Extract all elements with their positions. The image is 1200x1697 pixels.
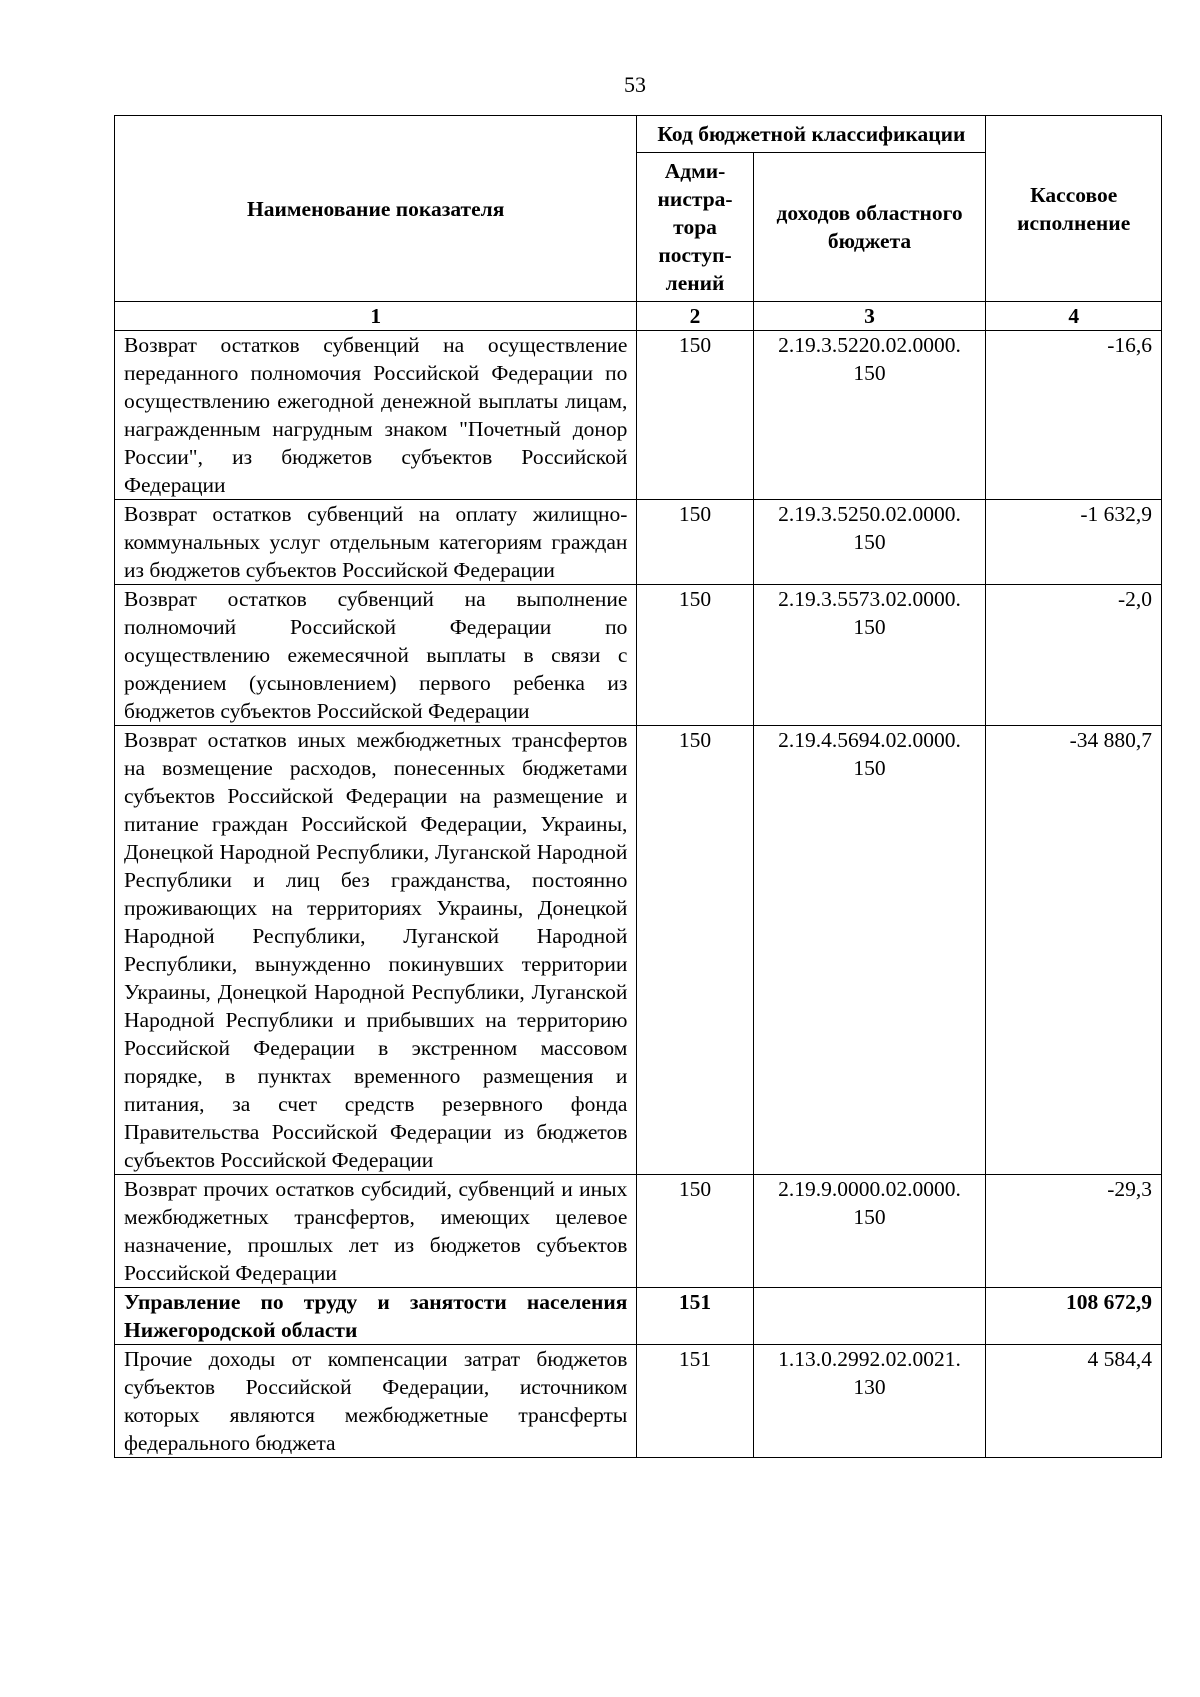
row-budget-code: 2.19.3.5573.02.0000. 150 (753, 585, 986, 726)
column-number: 3 (753, 302, 986, 331)
row-name: Возврат остатков субвенций на оплату жилищно-коммунальных услуг отдельным категориям граждан из бюджетов субъектов Российской Федерации (115, 500, 637, 585)
row-budget-code: 2.19.4.5694.02.0000. 150 (753, 726, 986, 1175)
row-name: Прочие доходы от компенсации затрат бюджетов субъектов Российской Федерации, источником которых являются межбюджетные трансферты федерального бюджета (115, 1345, 637, 1458)
row-name: Возврат остатков иных межбюджетных трансфертов на возмещение расходов, понесенных бюджетами субъектов Российской Федерации на размещение и питание граждан Российской Федерации, Украины, Донецкой Народной Республики, Луганской Народной Республики и лиц без гражданства, постоянно проживающих на территориях Украины, Донецкой Народной Республики, Луганской Народной Республики, вынужденно покинувших территории Украины, Донецкой Народной Республики, Луганской Народной Республики и прибывших на территорию Российской Федерации в экстренном массовом порядке, в пунктах временного размещения и питания, за счет средств резервного фонда Правительства Российской Федерации из бюджетов субъектов Российской Федерации (115, 726, 637, 1175)
header-income: доходов областного бюджета (753, 153, 986, 302)
table-row (115, 331, 1162, 500)
column-number: 1 (115, 302, 637, 331)
row-budget-code (753, 1288, 986, 1345)
row-name: Возврат остатков субвенций на осуществление переданного полномочия Российской Федерации по осуществлению ежегодной денежной выплаты лицам, награжденным нагрудным знаком "Почетный донор России", из бюджетов субъектов Российской Федерации (115, 331, 637, 500)
row-amount: 4 584,4 (986, 1345, 1162, 1458)
row-admin-code: 150 (637, 500, 753, 585)
row-admin-code: 150 (637, 331, 753, 500)
row-admin-code: 151 (637, 1288, 753, 1345)
budget-table (114, 115, 1162, 1458)
table-row (115, 1345, 1162, 1458)
column-numbers-row (115, 302, 1162, 331)
table-row (115, 1175, 1162, 1288)
column-number: 2 (637, 302, 753, 331)
row-name: Возврат прочих остатков субсидий, субвенций и иных межбюджетных трансфертов, имеющих целевое назначение, прошлых лет из бюджетов субъектов Российской Федерации (115, 1175, 637, 1288)
row-admin-code: 151 (637, 1345, 753, 1458)
row-amount: -16,6 (986, 331, 1162, 500)
table-row (115, 585, 1162, 726)
row-budget-code: 2.19.3.5220.02.0000. 150 (753, 331, 986, 500)
row-amount: -1 632,9 (986, 500, 1162, 585)
row-budget-code: 2.19.3.5250.02.0000. 150 (753, 500, 986, 585)
row-amount: 108 672,9 (986, 1288, 1162, 1345)
header-row-top (115, 116, 1162, 153)
header-name: Наименование показателя (115, 116, 637, 302)
page-number: 53 (624, 72, 646, 97)
header-cash: Кассовое исполнение (986, 116, 1162, 302)
header-code-group: Код бюджетной классификации (637, 116, 986, 153)
row-amount: -34 880,7 (986, 726, 1162, 1175)
row-budget-code: 2.19.9.0000.02.0000. 150 (753, 1175, 986, 1288)
row-amount: -29,3 (986, 1175, 1162, 1288)
column-number: 4 (986, 302, 1162, 331)
table-row (115, 500, 1162, 585)
header-admin: Адми-нистра-тора поступ-лений (637, 153, 753, 302)
row-name: Возврат остатков субвенций на выполнение полномочий Российской Федерации по осуществлению ежемесячной выплаты в связи с рождением (усыновлением) первого ребенка из бюджетов субъектов Российской Федерации (115, 585, 637, 726)
row-admin-code: 150 (637, 726, 753, 1175)
table-row (115, 1288, 1162, 1345)
row-admin-code: 150 (637, 585, 753, 726)
table-row (115, 726, 1162, 1175)
row-admin-code: 150 (637, 1175, 753, 1288)
row-budget-code: 1.13.0.2992.02.0021. 130 (753, 1345, 986, 1458)
row-name: Управление по труду и занятости населения Нижегородской области (115, 1288, 637, 1345)
row-amount: -2,0 (986, 585, 1162, 726)
